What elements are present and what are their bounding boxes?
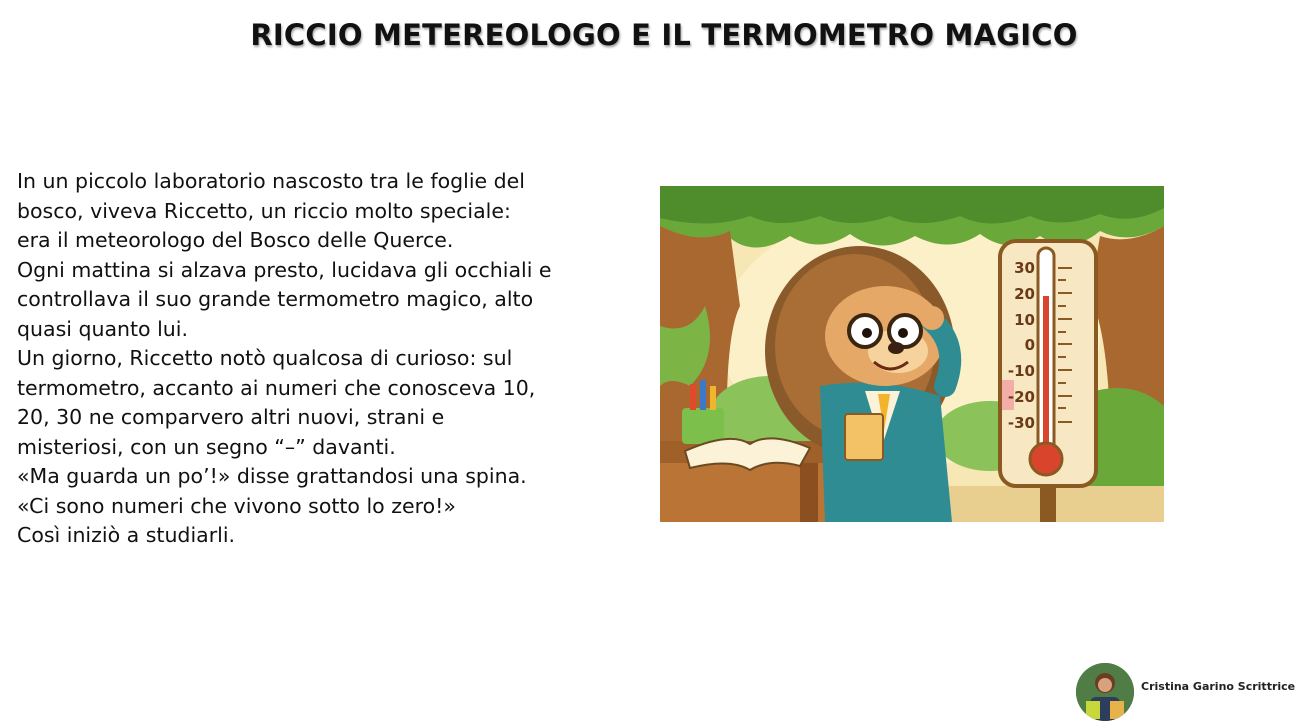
thermo-label-minus-30: -30 <box>1007 414 1035 432</box>
story-line: termometro, accanto ai numeri che conosceva 10, <box>17 375 536 400</box>
story-line: 20, 30 ne comparvero altri nuovi, strani e <box>17 405 445 429</box>
author-name: Cristina Garino Scrittrice <box>1141 680 1296 693</box>
author-badge <box>1070 658 1296 713</box>
thermo-label-30: 30 <box>1014 259 1035 277</box>
story-line: Un giorno, Riccetto notò qualcosa di curioso: sul <box>17 346 513 370</box>
story-text <box>17 167 617 551</box>
thermo-label-10: 10 <box>1014 311 1035 329</box>
story-line: era il meteorologo del Bosco delle Querce. <box>17 228 454 252</box>
story-line: Così iniziò a studiarli. <box>17 523 236 547</box>
thermo-label-minus-20: -20 <box>1007 388 1035 406</box>
hedgehog-illustration <box>660 186 1164 522</box>
thermo-label-0: 0 <box>1024 336 1035 354</box>
page-title: RICCIO METEREOLOGO E IL TERMOMETRO MAGICO <box>250 18 1078 52</box>
story-line: Ogni mattina si alzava presto, lucidava gli occhiali e <box>17 257 552 282</box>
story-line: misteriosi, con un segno “–” davanti. <box>17 434 396 459</box>
story-line: bosco, viveva Riccetto, un riccio molto speciale: <box>17 198 511 223</box>
thermo-label-20: 20 <box>1014 285 1035 303</box>
story-line: In un piccolo laboratorio nascosto tra le foglie del <box>17 169 525 193</box>
thermo-label-minus-10: -10 <box>1007 362 1035 380</box>
avatar <box>1076 663 1134 721</box>
story-line: quasi quanto lui. <box>17 316 189 341</box>
story-line: «Ma guarda un po’!» disse grattandosi una spina. <box>17 464 527 488</box>
story-line: controllava il suo grande termometro magico, alto <box>17 287 534 311</box>
story-line: «Ci sono numeri che vivono sotto lo zero!» <box>17 493 456 518</box>
